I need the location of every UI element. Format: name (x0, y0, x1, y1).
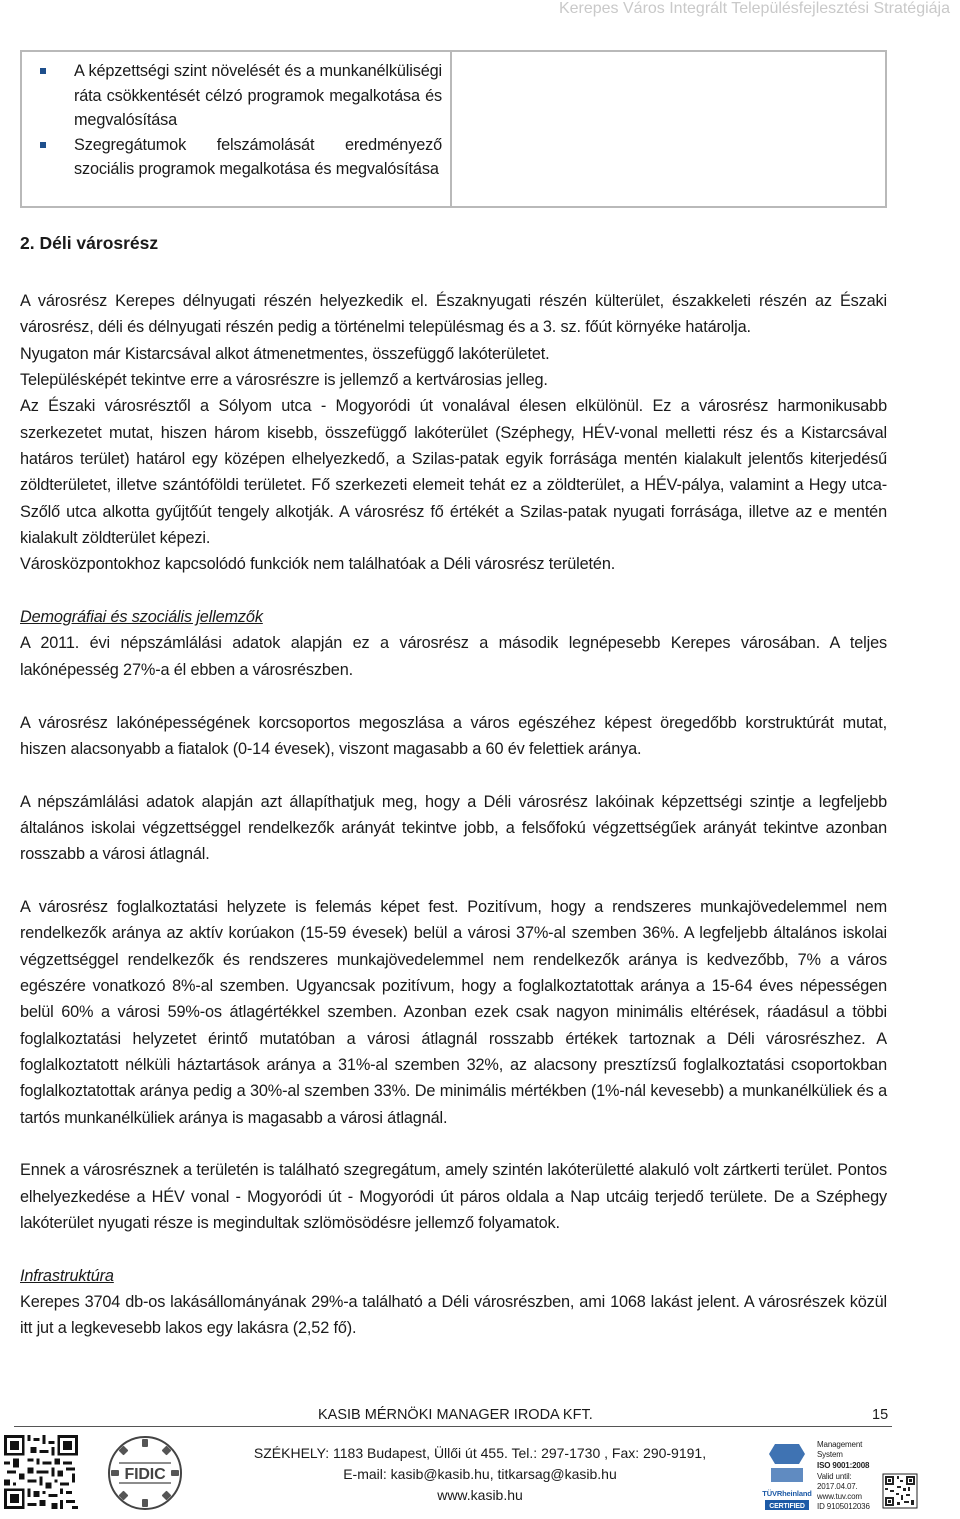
footer-email: E-mail: kasib@kasib.hu, titkarsag@kasib.hu (343, 1466, 617, 1482)
page-number: 15 (872, 1407, 889, 1423)
qr-code-icon (4, 1435, 78, 1509)
svg-text:TÜVRheinland: TÜVRheinland (762, 1489, 812, 1498)
paragraph: Kerepes 3704 db-os lakásállományának 29%-a található a Déli városrészben, ami 1068 lakást jelent. A városrészek közül itt jut a legkevesebb lakos egy lakásra (2,52 fő). (20, 1293, 887, 1338)
demography-subheading: Demográfiai és szociális jellemzők (20, 608, 263, 627)
paragraph: Városközpontokhoz kapcsolódó funkciók nem találhatóak a Déli városrész területén. (20, 555, 616, 574)
square-bullet-icon (36, 59, 74, 133)
paragraph: Az Északi városrésztől a Sólyom utca - Mogyoródi út vonalával élesen elkülönül. Ez a városrész harmonikusabb szerkezetet mutat, hiszen három kisebb, összefüggő lakóterület (Széphegy, HÉV-vonal melletti rész és a Kistarcsával határos terület) határol egy középen elhelyezkedő, a Szilas-patak egyik forrásága mentén kialakult jelentős kiterjedésű zöldterületet, illetve szántóföldi területet. Fő szerkezeti elemeit tehát ez a zöldterület, a HÉV-pálya, valamint a Hegy utca- Szőlő utca alkotta gyűjtőút tengely alkotják. A városrész fő értékét a Szilas-patak nyugati forrásága, illetve az e mentén kialakult zöldterület képezi. (20, 397, 887, 548)
svg-text:System: System (817, 1450, 843, 1459)
footer-website: www.kasib.hu (437, 1487, 523, 1503)
svg-text:2017.04.07.: 2017.04.07. (817, 1482, 858, 1491)
paragraph: Nyugaton már Kistarcsával alkot átmenetmentes, összefüggő lakóterületet. (20, 344, 550, 363)
svg-text:Valid until:: Valid until: (817, 1472, 852, 1481)
empty-cell (452, 52, 885, 206)
list-item (36, 59, 442, 133)
running-title: Kerepes Város Integrált Településfejlesztési Stratégiája (558, 0, 950, 17)
square-bullet-icon (36, 133, 74, 182)
svg-text:FIDIC: FIDIC (124, 1466, 166, 1483)
paragraph: A városrész Kerepes délnyugati részén helyezkedik el. Északnyugati részén külterület, északkeleti részén az Északi városrész, déli és délnyugati részén pedig a történelmi településmag és a 3. sz. főút környéke határolja. (20, 292, 887, 337)
infrastructure-subheading: Infrastruktúra (20, 1266, 114, 1285)
paragraph: Ennek a városrésznek a területén is található szegregátum, amely szintén lakóterületté alakuló volt zártkerti terület. Pontos elhelyezkedése a HÉV vonal - Mogyoródi út - Mogyoródi út páros oldala a Nap utcáig terjedő területe. De a Széphegy lakóterület nyugati része is megindultak szlömösödésre jellemző folyamatok. (20, 1161, 887, 1233)
footer-contact (200, 1443, 760, 1506)
list-item-text: A képzettségi szint növelését és a munkanélküliségi ráta csökkentését célzó programok megalkotása és megvalósítása (74, 62, 442, 130)
paragraph: A népszámlálási adatok alapján azt állapíthatjuk meg, hogy a Déli városrész lakóinak képzettségi szintje a legfeljebb általános iskolai végzettséggel rendelkezők arányát tekintve jobb, a felsőfokú végzettségűek arányát tekintve azonban rosszabb a városi átlagnál. (20, 792, 887, 864)
footer-address: SZÉKHELY: 1183 Budapest, Üllői út 455. Tel.: 297-1730 , Fax: 290-9191, (253, 1445, 707, 1461)
paragraph: Településképét tekintve erre a városrészre is jellemző a kertvárosias jelleg. (20, 371, 548, 390)
svg-text:www.tuv.com: www.tuv.com (817, 1492, 862, 1501)
svg-text:ID 9105012036: ID 9105012036 (817, 1502, 870, 1511)
fidic-logo (102, 1433, 188, 1513)
list-item (36, 133, 442, 182)
paragraph: A 2011. évi népszámlálási adatok alapján ez a városrész a második legnépesebb Kerepes városában. A teljes lakónépesség 27%-a él ebben a városrészben. (20, 634, 887, 679)
svg-text:CERTIFIED: CERTIFIED (769, 1503, 805, 1510)
objectives-table (20, 50, 887, 208)
footer-company: KASIB MÉRNÖKI MANAGER IRODA KFT. (318, 1407, 593, 1423)
paragraph: A városrész foglalkoztatási helyzete is felemás képet fest. Pozitívum, hogy a rendszeres munkajövedelemmel nem rendelkezők aránya az aktív korúakon (15-59 évesek) belül a városi 37%-al szemben 36%. A legfeljebb általános iskolai végzettséggel rendelkezők és rendszeres munkajövedelemmel nem rendelkezők aránya is kedvezőbb, 7% a város egészére vonatkozó 8%-al szemben. Ugyancsak pozitívum, hogy a foglalkoztatottak aránya a 15-64 éves népességen belül 60% a városi 59%-os átlagértékkel szemben. Azonban ezek csak nagyon minimális eltérések, ráadásul a többi foglalkoztatási helyzetet érintő mutatóban a városi átlagnál rosszabb értékek tartoznak a Déli városrészhez. A foglalkoztatott nélküli háztartások aránya a 31%-al szemben 32%, az alacsony presztízsű foglalkoztatási csoportokban foglalkoztatottak aránya pedig a 30%-al szemben 33%. De minimális mértékben (1%-nál kevesebb) a munkanélküliek és a tartós munkanélküliek aránya is magasabb a városi átlagnál. (20, 897, 887, 1127)
objectives-cell (22, 52, 452, 206)
tuv-certification-badge (761, 1438, 953, 1512)
svg-text:ISO 9001:2008: ISO 9001:2008 (817, 1461, 870, 1470)
footer-divider (14, 1426, 892, 1427)
list-item-text: Szegregátumok felszámolását eredményező szociális programok megalkotása és megvalósítása (74, 135, 442, 179)
svg-text:Management: Management (817, 1440, 863, 1449)
main-content (20, 288, 887, 1342)
section-heading: 2. Déli városrész (20, 233, 159, 253)
paragraph: A városrész lakónépességének korcsoportos megoszlása a város egészéhez képest öregedőbb korstruktúrát mutat, hiszen alacsonyabb a fiatalok (0-14 évesek), viszont magasabb a 60 év felettiek aránya. (20, 713, 887, 758)
